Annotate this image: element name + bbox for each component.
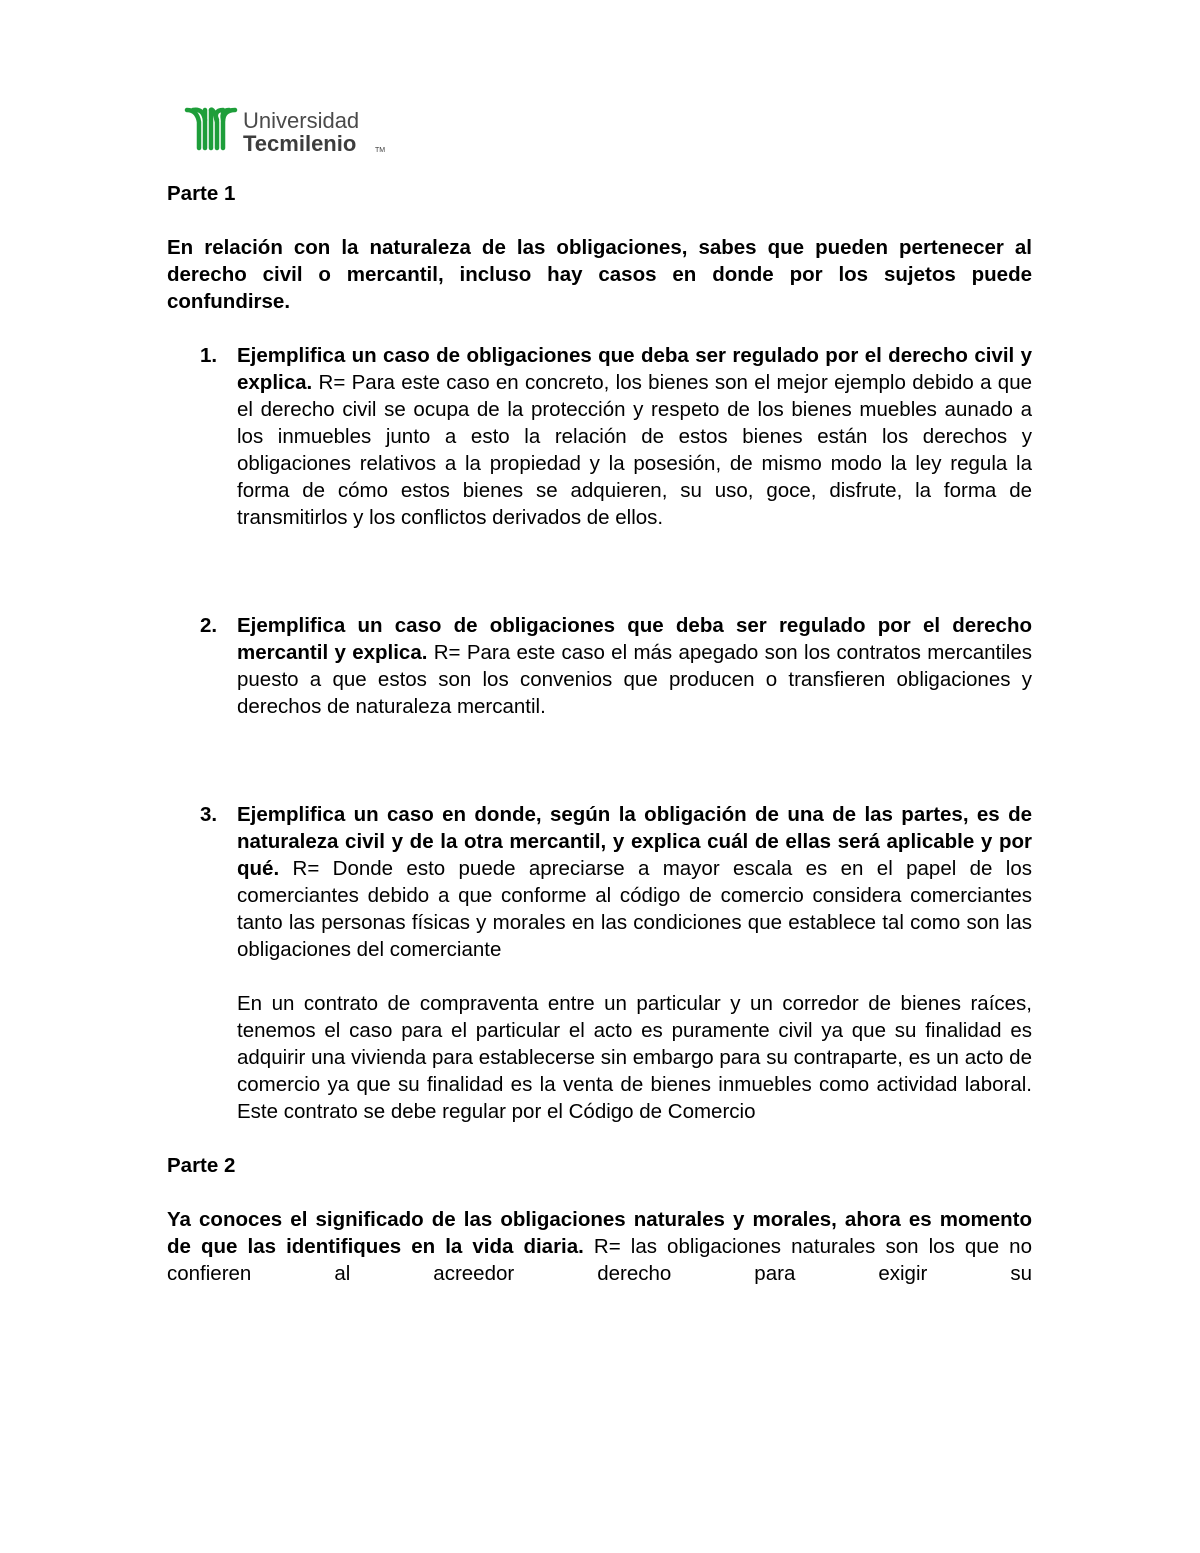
question-number: 1. (200, 344, 218, 367)
question-answer: R= Para este caso el más apegado son los contratos mercantiles puesto a que estos son los convenios que producen o transfieren obligaciones y derechos de naturaleza mercantil. (237, 641, 1033, 718)
part2-answer: R= las obligaciones naturales son los que no confieren al acreedor derecho para exigir su (167, 1235, 1032, 1285)
part2-heading: Parte 2 (167, 1154, 236, 1177)
question-number: 3. (200, 803, 218, 826)
part1-intro: En relación con la naturaleza de las obligaciones, sabes que pueden pertenecer al derecho civil o mercantil, incluso hay casos en donde por los sujetos puede confundirse. (167, 236, 1032, 313)
part2-prompt: Ya conoces el significado de las obligaciones naturales y morales, ahora es momento de que las identifiques en la vida diaria. (167, 1208, 1032, 1258)
question-item (167, 612, 1032, 720)
university-logo (183, 100, 403, 156)
document-body (167, 180, 1032, 1287)
logo-line2: Tecmilenio (243, 131, 357, 156)
question-prompt: Ejemplifica un caso de obligaciones que deba ser regulado por el derecho civil y explica. (237, 344, 1032, 394)
question-number: 2. (200, 614, 218, 637)
tecmilenio-logo-icon (183, 100, 403, 156)
part2-body (167, 1206, 1032, 1287)
question-list (167, 342, 1032, 1125)
question-item (167, 342, 1032, 531)
question-item (167, 801, 1032, 1125)
logo-trademark: TM (375, 147, 386, 154)
question-prompt: Ejemplifica un caso de obligaciones que deba ser regulado por el derecho mercantil y explica. (237, 614, 1032, 664)
question-answer: R= Donde esto puede apreciarse a mayor escala es en el papel de los comerciantes debido a que conforme al código de comercio considera comerciantes tanto las personas físicas y morales en las condiciones que establece tal como son las obligaciones del comerciante (237, 857, 1032, 961)
logo-line1: Universidad (243, 108, 360, 133)
question-answer-extra: En un contrato de compraventa entre un particular y un corredor de bienes raíces, tenemos el caso para el particular el acto es puramente civil ya que su finalidad es adquirir una vivienda para establecerse sin embargo para su contraparte, es un acto de comercio ya que su finalidad es la venta de bienes inmuebles como actividad laboral. Este contrato se debe regular por el Código de Comercio (237, 992, 1032, 1123)
part1-heading: Parte 1 (167, 182, 236, 205)
question-answer: R= Para este caso en concreto, los bienes son el mejor ejemplo debido a que el derecho civil se ocupa de la protección y respeto de los bienes muebles aunado a los inmuebles junto a esto la relación de estos bienes están los derechos y obligaciones relativos a la propiedad y la posesión, de mismo modo la ley regula la forma de cómo estos bienes se adquieren, su uso, goce, disfrute, la forma de transmitirlos y los conflictos derivados de ellos. (237, 371, 1032, 529)
question-prompt: Ejemplifica un caso en donde, según la obligación de una de las partes, es de naturaleza civil y de la otra mercantil, y explica cuál de ellas será aplicable y por qué. (237, 803, 1032, 880)
